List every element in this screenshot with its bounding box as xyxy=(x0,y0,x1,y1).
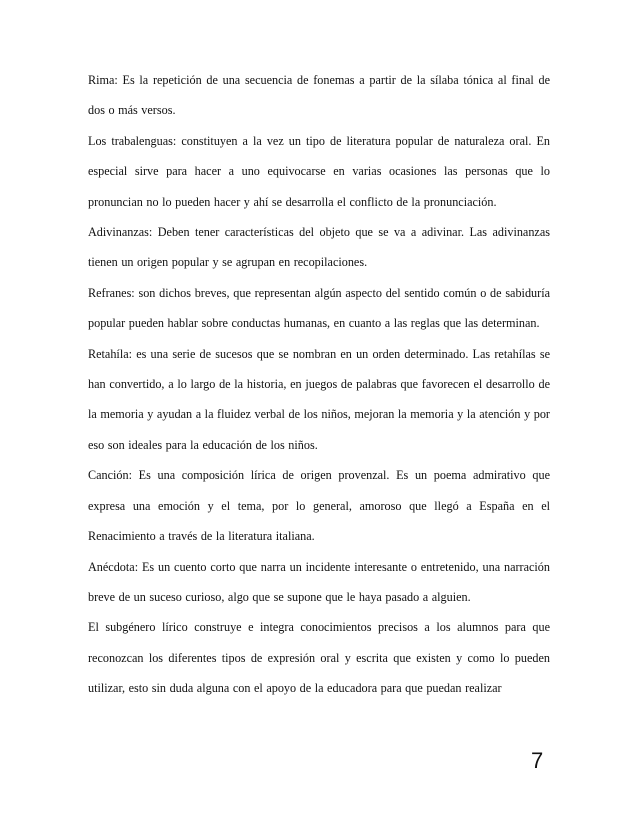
paragraph-trabalenguas: Los trabalenguas: constituyen a la vez un tipo de literatura popular de naturaleza oral. En especial sirve para hacer a uno equivocarse en varias ocasiones las personas que lo pronuncian no lo pueden hacer y ahí se desarrolla el conflicto de la pronunciación. xyxy=(88,133,550,209)
paragraph-anecdota: Anécdota: Es un cuento corto que narra un incidente interesante o entretenido, una narración breve de un suceso curioso, algo que se supone que le haya pasado a alguien. xyxy=(88,559,550,604)
paragraph-refranes: Refranes: son dichos breves, que representan algún aspecto del sentido común o de sabiduría popular pueden hablar sobre conductas humanas, en cuanto a las reglas que las determinan. xyxy=(88,285,550,331)
page-number: 7 xyxy=(531,748,544,773)
body-text xyxy=(88,65,550,704)
paragraph-retahila: Retahíla: es una serie de sucesos que se nombran en un orden determinado. Las retahílas se han convertido, a lo largo de la historia, en juegos de palabras que favorecen el desarrollo de la memoria y ayudan a la fluidez verbal de los niños, mejoran la memoria y la atención y por eso son ideales para la educación de los niños. xyxy=(88,346,550,452)
paragraph-subgenero-lirico: El subgénero lírico construye e integra conocimientos precisos a los alumnos para que reconozcan los diferentes tipos de expresión oral y escrita que existen y como lo pueden utilizar, esto sin duda alguna con el apoyo de la educadora para que puedan realizar xyxy=(88,620,550,696)
paragraph-cancion: Canción: Es una composición lírica de origen provenzal. Es un poema admirativo que expresa una emoción y el tema, por lo general, amoroso que llegó a España en el Renacimiento a través de la literatura italiana. xyxy=(88,468,550,544)
paragraph-rima: Rima: Es la repetición de una secuencia de fonemas a partir de la sílaba tónica al final de dos o más versos. xyxy=(88,73,550,118)
paragraph-adivinanzas: Adivinanzas: Deben tener características del objeto que se va a adivinar. Las adivinanzas tienen un origen popular y se agrupan en recopilaciones. xyxy=(88,225,550,270)
